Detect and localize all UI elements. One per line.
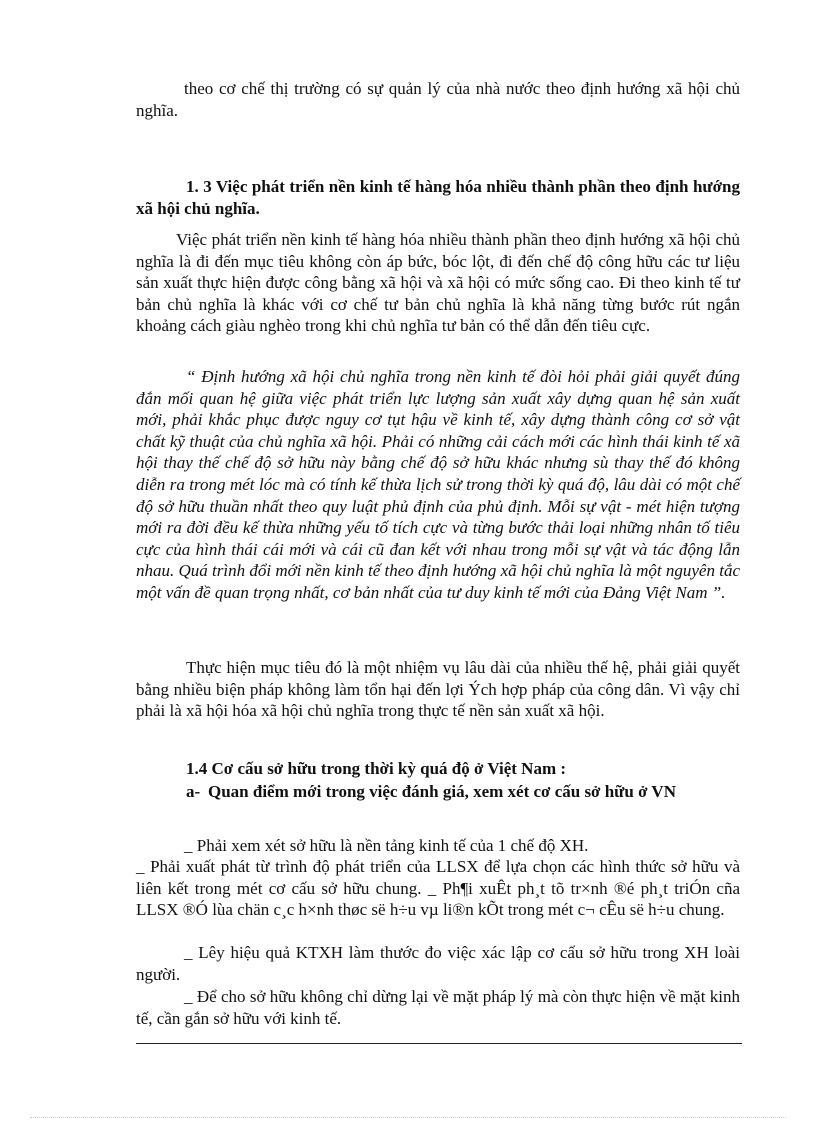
list-item: _ Phải xuất phát từ trình độ phát triển của LLSX để lựa chọn các hình thức sở hữu và liên kết trong mét cơ cấu sở hữu chung. _ Ph¶i xuÊt ph¸t tõ tr×nh ®é ph¸t triÓn cña LLSX ®Ó lùa chän c¸c h×nh thøc së h÷u vµ li®n kÕt trong mét c¬ cÊu së h÷u chung. [136, 857, 740, 920]
intro-paragraph: theo cơ chế thị trường có sự quản lý của nhà nước theo định hướng xã hội chủ nghĩa. [136, 79, 740, 120]
section-1-3-closing: Thực hiện mục tiêu đó là một nhiệm vụ lâu dài của nhiều thế hệ, phải giải quyết bằng nhiều biện pháp không làm tổn hại đến lợi Ých hợp pháp của công dân. Vì vậy chỉ phải là xã hội hóa xã hội chủ nghĩa trong thực tế nền sản xuất xã hội. [136, 658, 740, 721]
footer-rule [136, 1043, 742, 1044]
section-1-3-quote: “ Định hướng xã hội chủ nghĩa trong nền kinh tế đòi hỏi phải giải quyết đúng đắn mối quan hệ giữa việc phát triển lực lượng sản xuất xây dựng quan hệ sản xuất mới, phải khắc phục được nguy cơ tụt hậu về kinh tế, xây dựng thành công cơ sở vật chất kỹ thuật của chủ nghĩa xã hội. Phải có những cải cách mới các hình thái kinh tế xã hội thay thế chế độ sở hữu này bằng chế độ sở hữu khác nhưng sù thay thế đó không diễn ra trong mét lóc mà có tính kế thừa lịch sử trong thời kỳ quá độ, lâu dài có một chế độ sở hữu thuần nhất theo quy luật phủ định của phủ định. Mỗi sự vật - mét hiện tượng mới ra đời đều kế thừa những yếu tố tích cực và từng bước thải loại những nhân tố tiêu cực của hình thái cái mới và cái cũ đan kết với nhau trong mỗi sự vật và tác động lẫn nhau. Quá trình đổi mới nền kinh tế theo định hướng xã hội chủ nghĩa là một nguyên tắc một vấn đề quan trọng nhất, cơ bản nhất của tư duy kinh tế mới của Đảng Việt Nam ”. [136, 367, 740, 602]
section-1-4-subheading: Quan điểm mới trong việc đánh giá, xem xét cơ cấu sở hữu ở VN [208, 782, 676, 801]
page-bottom-border [30, 1117, 786, 1118]
section-1-4-heading: 1.4 Cơ cấu sở hữu trong thời kỳ quá độ ở Việt Nam : [186, 759, 567, 778]
list-item: _ Lêy hiệu quả KTXH làm thước đo việc xác lập cơ cấu sở hữu trong XH loài người. [136, 943, 740, 984]
list-item: _ Phải xem xét sở hữu là nền tảng kinh tế của 1 chế độ XH. [184, 836, 589, 855]
subheading-prefix: a- [186, 782, 201, 801]
list-item: _ Để cho sở hữu không chỉ dừng lại về mặt pháp lý mà còn thực hiện về mặt kinh tế, cần gắn sở hữu với kinh tế. [136, 987, 740, 1028]
section-1-3-heading: 1. 3 Việc phát triển nền kinh tế hàng hóa nhiều thành phần theo định hướng xã hội chủ nghĩa. [136, 177, 740, 218]
section-1-3-paragraph: Việc phát triển nền kinh tế hàng hóa nhiều thành phần theo định hướng xã hội chủ nghĩa là đi đến mục tiêu không còn áp bức, bóc lột, đi đến chế độ công hữu các tư liệu sản xuất thực hiện được công bằng xã hội và xã hội có mức sống cao. Đi theo kinh tế tư bản chủ nghĩa là khác với cơ chế tư bản chủ nghĩa là khả năng từng bước rút ngắn khoảng cách giàu nghèo trong khi chủ nghĩa tư bản có thể dẫn đến tiêu cực. [136, 230, 740, 336]
